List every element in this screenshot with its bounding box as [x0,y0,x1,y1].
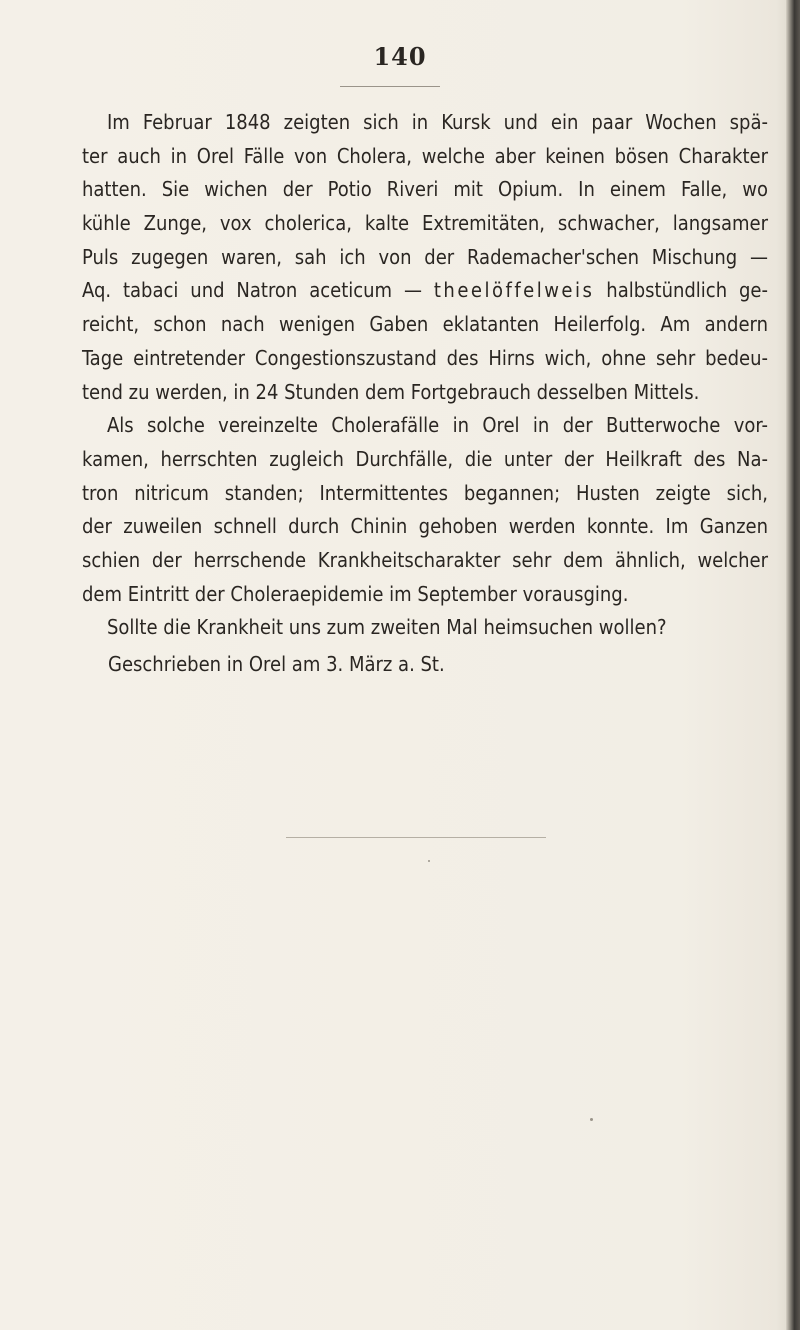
text-line: dem Eintritt der Choleraepidemie im September vorausging. [82,581,629,606]
paper-speck [590,1118,593,1121]
text-line: kamen, herrschten zugleich Durchfälle, die unter der Heilkraft des Na- [82,446,768,471]
text-line: hatten. Sie wichen der Potio Riveri mit Opium. In einem Falle, wo [82,177,768,202]
closing-rule [286,837,546,838]
text-line: tron nitricum standen; Intermittentes begannen; Husten zeigte sich, [82,480,768,505]
text-line-part: halbstündlich ge- [606,278,768,303]
page-number: 140 [373,42,427,71]
emphasized-word: theelöffelweis [433,278,595,303]
body-text [82,106,768,645]
text-line: der zuweilen schnell durch Chinin gehoben werden konnte. Im Ganzen [82,514,768,539]
text-line-composite [82,274,768,308]
text-line: reicht, schon nach wenigen Gaben eklatanten Heilerfolg. Am andern [82,312,768,337]
text-line: Tage eintretender Congestionszustand des Hirns wich, ohne sehr bedeu- [82,345,768,370]
page-edge-shadow [786,0,800,1330]
text-line-part: Aq. tabaci und Natron aceticum — [82,278,422,303]
text-line: ter auch in Orel Fälle von Cholera, welche aber keinen bösen Charakter [82,143,768,168]
text-line: Puls zugegen waren, sah ich von der Rademacher'schen Mischung — [82,244,768,269]
text-line: schien der herrschende Krankheitscharakter sehr dem ähnlich, welcher [82,547,768,572]
signature-line: Geschrieben in Orel am 3. März a. St. [108,652,445,676]
text-line: Im Februar 1848 zeigten sich in Kursk und ein paar Wochen spä- [107,110,768,134]
text-line: Sollte die Krankheit uns zum zweiten Mal heimsuchen wollen? [107,615,667,640]
text-line: kühle Zunge, vox cholerica, kalte Extremitäten, schwacher, langsamer [82,211,768,236]
header-rule [340,86,440,87]
text-line: tend zu werden, in 24 Stunden dem Fortgebrauch desselben Mittels. [82,379,700,404]
text-line: Als solche vereinzelte Cholerafälle in Orel in der Butterwoche vor- [107,413,768,438]
paper-speck [428,860,430,862]
